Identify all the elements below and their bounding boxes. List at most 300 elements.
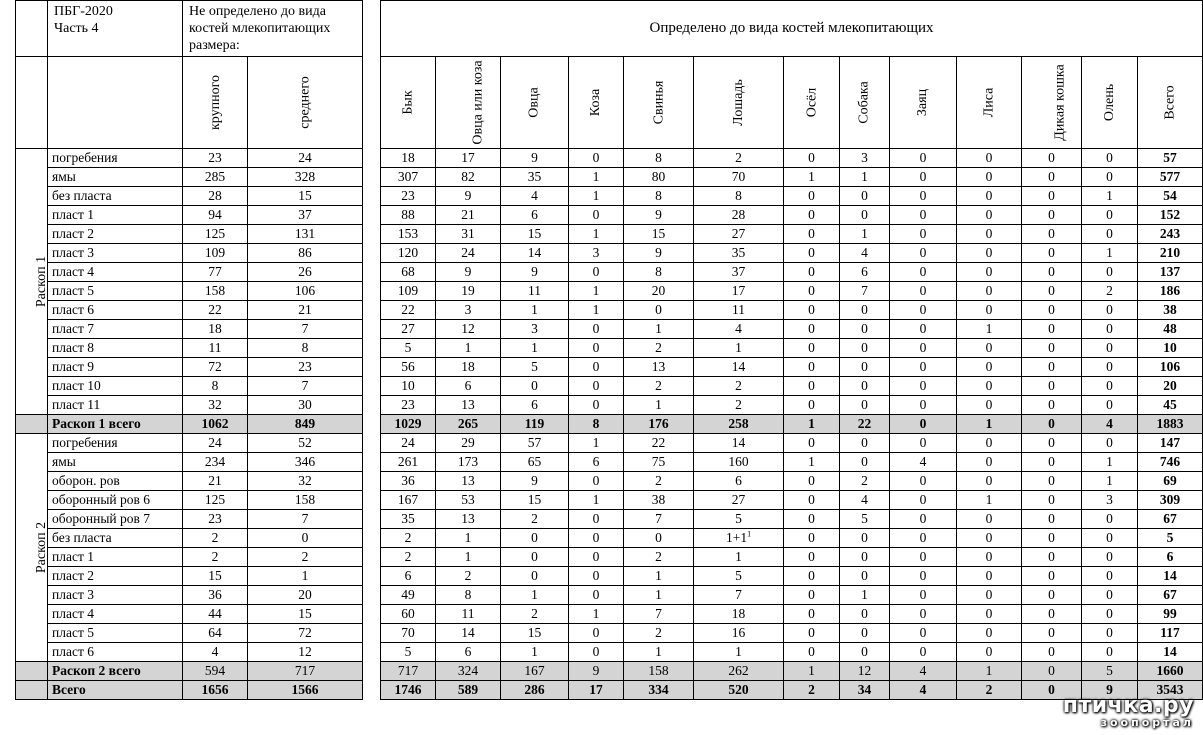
cell-value-text: 0: [985, 302, 993, 318]
cell-value: [1022, 149, 1082, 168]
table-row: [16, 301, 1203, 320]
cell-value-text: 0: [808, 264, 815, 280]
species-col-2-header: [501, 57, 569, 149]
table-row: [16, 453, 1203, 472]
cell-value-text: 1: [1106, 473, 1113, 489]
cell-value: [381, 244, 436, 263]
cell-value-text: 0: [808, 511, 815, 527]
cell-value-text: 2: [861, 473, 868, 489]
cell-value-text: 7: [861, 283, 868, 299]
cell-value-text: 2: [531, 511, 538, 527]
undetermined-header: Не определено до вида костей млекопитающих размера:: [183, 1, 363, 57]
row-label: пласт 3: [48, 244, 183, 263]
cell-value: [501, 282, 569, 301]
cell-value-text: 1: [1106, 188, 1113, 204]
cell-value: [1022, 168, 1082, 187]
cell-large: 4: [183, 643, 248, 662]
cell-value: [840, 320, 890, 339]
cell-value: [890, 662, 957, 681]
cell-value-text: 0: [1106, 625, 1113, 641]
cell-value: [957, 168, 1022, 187]
cell-value-text: 11: [528, 283, 542, 299]
cell-total: 5: [1138, 529, 1203, 548]
table-row: [16, 244, 1203, 263]
cell-value-text: 262: [728, 663, 749, 679]
cell-value: [624, 567, 694, 586]
cell-value: [784, 263, 840, 282]
cell-value-text: 0: [919, 397, 927, 413]
cell-value: [569, 358, 624, 377]
cell-value: [890, 301, 957, 320]
cell-value: [501, 396, 569, 415]
cell-value-text: 14: [731, 435, 746, 451]
cell-value: [1022, 263, 1082, 282]
row-label: пласт 5: [48, 624, 183, 643]
cell-value-text: 0: [1048, 264, 1055, 280]
cell-value-text: 0: [1048, 530, 1055, 546]
gap-cell: [363, 491, 381, 510]
cell-value-text: 18: [401, 150, 415, 166]
cell-value-text: 0: [808, 644, 815, 660]
cell-value-text: 8: [655, 188, 662, 204]
cell-medium: 2: [248, 548, 363, 567]
cell-value: [957, 662, 1022, 681]
cell-value-text: 0: [985, 587, 993, 603]
cell-value-text: 23: [401, 397, 415, 413]
cell-value-text: 12: [857, 663, 872, 679]
species-col-2-label: Овца: [527, 87, 543, 118]
cell-value: [436, 263, 501, 282]
cell-value: [784, 225, 840, 244]
cell-value-text: 0: [1048, 245, 1055, 261]
cell-value: [840, 377, 890, 396]
cell-total: 20: [1138, 377, 1203, 396]
cell-value: [381, 472, 436, 491]
cell-large: 22: [183, 301, 248, 320]
cell-value-text: 2: [1106, 283, 1113, 299]
cell-value: [501, 529, 569, 548]
cell-total: 137: [1138, 263, 1203, 282]
cell-value: [1022, 339, 1082, 358]
cell-value-text: 167: [397, 492, 419, 508]
cell-value-text: 0: [861, 397, 868, 413]
cell-value: [840, 529, 890, 548]
cell-value-text: 1: [985, 416, 993, 432]
cell-value-text: 2: [464, 568, 472, 584]
table-row: [16, 320, 1203, 339]
cell-value: [501, 510, 569, 529]
cell-value: [694, 358, 784, 377]
cell-value: [890, 605, 957, 624]
cell-medium: 717: [248, 662, 363, 681]
cell-value: [501, 377, 569, 396]
cell-total: 14: [1138, 567, 1203, 586]
cell-value: [436, 244, 501, 263]
size-col-0-label: крупного: [207, 75, 223, 130]
cell-value: [624, 282, 694, 301]
cell-value: [694, 491, 784, 510]
cell-value: [957, 225, 1022, 244]
species-col-6-header: [784, 57, 840, 149]
cell-value: [840, 263, 890, 282]
cell-medium: 30: [248, 396, 363, 415]
species-col-3-label: Коза: [588, 88, 604, 117]
gap-cell: [363, 567, 381, 586]
cell-value: [1022, 510, 1082, 529]
cell-large: 36: [183, 586, 248, 605]
cell-value: [784, 396, 840, 415]
cell-medium: 37: [248, 206, 363, 225]
cell-value: [957, 206, 1022, 225]
cell-value-text: 0: [861, 644, 868, 660]
cell-value-text: 0: [985, 473, 993, 489]
cell-value: [890, 168, 957, 187]
cell-value-text: 1: [531, 644, 538, 660]
cell-large: 1062: [183, 415, 248, 434]
cell-value: [957, 358, 1022, 377]
cell-value: [784, 662, 840, 681]
cell-value: [569, 339, 624, 358]
cell-value: [957, 453, 1022, 472]
cell-value: [501, 548, 569, 567]
cell-value: [436, 434, 501, 453]
cell-value-text: 8: [655, 264, 662, 280]
cell-total: 1883: [1138, 415, 1203, 434]
cell-value: [624, 168, 694, 187]
cell-value: [501, 472, 569, 491]
cell-value: [694, 244, 784, 263]
cell-total: 99: [1138, 605, 1203, 624]
cell-value: [624, 339, 694, 358]
cell-value-text: 0: [808, 340, 815, 356]
cell-value: [1022, 643, 1082, 662]
group-label-cell: [16, 149, 48, 415]
cell-value: [501, 244, 569, 263]
cell-value-text: 70: [731, 169, 746, 185]
cell-value: [501, 301, 569, 320]
gap-cell: [363, 168, 381, 187]
cell-value: [624, 301, 694, 320]
cell-value-text: 0: [1106, 207, 1113, 223]
size-col-1-header: [248, 57, 363, 149]
cell-value: [624, 643, 694, 662]
cell-value: [694, 396, 784, 415]
cell-value: [436, 643, 501, 662]
cell-total: 243: [1138, 225, 1203, 244]
cell-value-text: 17: [589, 682, 603, 698]
cell-value-text: 4: [861, 492, 868, 508]
gap-cell: [363, 643, 381, 662]
cell-value: [1082, 643, 1138, 662]
cell-value-text: 0: [1048, 321, 1055, 337]
cell-value-text: 2: [735, 150, 742, 166]
cell-value-text: 5: [404, 644, 412, 660]
cell-value: [569, 605, 624, 624]
cell-value: [840, 415, 890, 434]
cell-value: [1082, 377, 1138, 396]
cell-value: [436, 491, 501, 510]
cell-medium: 32: [248, 472, 363, 491]
cell-value: [784, 301, 840, 320]
cell-value-text: 0: [808, 321, 815, 337]
cell-value-text: 5: [735, 568, 742, 584]
cell-total: 1660: [1138, 662, 1203, 681]
cell-value: [957, 320, 1022, 339]
cell-large: 21: [183, 472, 248, 491]
cell-value-text: 35: [527, 169, 542, 185]
cell-value: [501, 206, 569, 225]
cell-value: [957, 149, 1022, 168]
cell-value-text: 36: [401, 473, 415, 489]
cell-value: [436, 396, 501, 415]
cell-value: [957, 605, 1022, 624]
cell-value: [1082, 453, 1138, 472]
cell-value-text: 0: [1048, 169, 1055, 185]
cell-value-text: 0: [985, 435, 993, 451]
cell-value: [957, 377, 1022, 396]
table-row: [16, 586, 1203, 605]
cell-value-text: 0: [1106, 435, 1113, 451]
cell-value-text: 22: [401, 302, 415, 318]
cell-value-text: 0: [985, 169, 993, 185]
row-label: пласт 3: [48, 586, 183, 605]
cell-value-text: 589: [457, 682, 479, 698]
table-caption: [48, 1, 183, 57]
cell-value: [957, 681, 1022, 700]
cell-total: 186: [1138, 282, 1203, 301]
cell-value-text: 9: [531, 264, 538, 280]
cell-value: [436, 681, 501, 700]
cell-value-text: 0: [1106, 587, 1113, 603]
cell-value-text: 27: [731, 492, 746, 508]
cell-value: [694, 605, 784, 624]
cell-value-text: 0: [919, 302, 927, 318]
cell-value-text: 0: [861, 340, 868, 356]
cell-value: [890, 377, 957, 396]
cell-value: [784, 149, 840, 168]
cell-total: 57: [1138, 149, 1203, 168]
cell-value: [624, 529, 694, 548]
footnote-mark: 1: [747, 529, 752, 539]
cell-value-text: 0: [531, 568, 538, 584]
cell-value: [569, 586, 624, 605]
cell-value: [436, 187, 501, 206]
cell-value-text: 0: [808, 435, 815, 451]
cell-value-text: 0: [1048, 663, 1055, 679]
cell-medium: 15: [248, 605, 363, 624]
cell-value-text: 0: [1048, 625, 1055, 641]
cell-value-text: 4: [1106, 416, 1113, 432]
cell-value-text: 0: [919, 226, 927, 242]
cell-medium: 52: [248, 434, 363, 453]
cell-value-text: 15: [527, 226, 542, 242]
cell-value: [1082, 662, 1138, 681]
cell-value: [624, 149, 694, 168]
cell-value: [957, 263, 1022, 282]
cell-value-text: 9: [531, 150, 538, 166]
cell-medium: 21: [248, 301, 363, 320]
cell-medium: 849: [248, 415, 363, 434]
cell-medium: 8: [248, 339, 363, 358]
cell-value-text: 0: [655, 530, 662, 546]
cell-total: 3543: [1138, 681, 1203, 700]
gap-cell: [363, 282, 381, 301]
cell-value: [501, 643, 569, 662]
cell-value-text: 0: [861, 359, 868, 375]
cell-total: 147: [1138, 434, 1203, 453]
cell-value: [436, 529, 501, 548]
row-label: оборон. ров: [48, 472, 183, 491]
cell-value: [694, 320, 784, 339]
cell-value: [784, 624, 840, 643]
cell-value: [624, 548, 694, 567]
cell-value-text: 14: [527, 245, 542, 261]
row-label: пласт 6: [48, 301, 183, 320]
cell-value-text: 8: [592, 416, 600, 432]
cell-large: 8: [183, 377, 248, 396]
cell-value-text: 0: [1048, 682, 1055, 698]
cell-value-text: 0: [592, 625, 600, 641]
cell-value-text: 0: [919, 435, 927, 451]
cell-value: [624, 358, 694, 377]
cell-value: [840, 567, 890, 586]
cell-value: [1082, 301, 1138, 320]
gap-cell: [363, 358, 381, 377]
cell-value-text: 717: [397, 663, 419, 679]
cell-value-text: 1: [464, 549, 472, 565]
cell-value-text: 0: [985, 606, 993, 622]
cell-value: [784, 282, 840, 301]
cell-value: [890, 187, 957, 206]
cell-large: 94: [183, 206, 248, 225]
cell-value: [784, 377, 840, 396]
cell-value-text: 15: [651, 226, 666, 242]
cell-value: [436, 567, 501, 586]
cell-large: 18: [183, 320, 248, 339]
cell-value: [890, 282, 957, 301]
cell-value-text: 0: [592, 549, 600, 565]
row-label: без пласта: [48, 529, 183, 548]
cell-value: [501, 358, 569, 377]
cell-value: [1082, 263, 1138, 282]
cell-value-text: 0: [919, 321, 927, 337]
cell-value-text: 0: [861, 321, 868, 337]
cell-value: [890, 206, 957, 225]
cell-value-text: 15: [527, 492, 542, 508]
corner-blank: [16, 57, 48, 149]
cell-value-text: 20: [651, 283, 666, 299]
table-row: [16, 529, 1203, 548]
cell-value-text: 0: [592, 568, 600, 584]
cell-value: [624, 396, 694, 415]
cell-value-text: 7: [655, 511, 662, 527]
cell-value-text: 0: [1106, 530, 1113, 546]
cell-value: [569, 491, 624, 510]
cell-value-text: 65: [527, 454, 542, 470]
table-row: [16, 605, 1203, 624]
gap-cell: [363, 548, 381, 567]
cell-value-text: 0: [808, 530, 815, 546]
cell-value-text: 1+1: [725, 530, 748, 546]
cell-value-text: 0: [985, 549, 993, 565]
cell-value: [890, 567, 957, 586]
cell-value: [1022, 320, 1082, 339]
cell-value: [569, 662, 624, 681]
cell-value-text: 1: [735, 549, 742, 565]
gap-cell: [363, 415, 381, 434]
cell-value: [694, 643, 784, 662]
cell-value: [436, 510, 501, 529]
row-label: пласт 6: [48, 643, 183, 662]
cell-value-text: 7: [735, 587, 742, 603]
cell-value-text: 6: [531, 207, 538, 223]
cell-value: [784, 567, 840, 586]
cell-value-text: 0: [592, 644, 600, 660]
cell-large: 234: [183, 453, 248, 472]
cell-value: [381, 320, 436, 339]
cell-value-text: 0: [808, 188, 815, 204]
cell-value-text: 0: [919, 568, 927, 584]
cell-total: 67: [1138, 510, 1203, 529]
cell-value: [1022, 662, 1082, 681]
cell-value: [890, 415, 957, 434]
cell-value: [957, 282, 1022, 301]
cell-value: [624, 187, 694, 206]
cell-value: [569, 244, 624, 263]
table-row: [16, 225, 1203, 244]
cell-value: [501, 624, 569, 643]
cell-value: [840, 491, 890, 510]
cell-value: [624, 377, 694, 396]
cell-value: [1022, 396, 1082, 415]
cell-value-text: 35: [401, 511, 415, 527]
cell-value-text: 1: [861, 587, 868, 603]
cell-value-text: 0: [1048, 340, 1055, 356]
cell-value: [694, 377, 784, 396]
cell-value-text: 2: [655, 549, 662, 565]
cell-value-text: 0: [1048, 378, 1055, 394]
cell-value: [624, 624, 694, 643]
cell-value: [436, 282, 501, 301]
cell-value: [890, 643, 957, 662]
cell-value: [1022, 434, 1082, 453]
cell-value: [436, 149, 501, 168]
cell-value-text: 13: [461, 473, 475, 489]
cell-value: [890, 320, 957, 339]
cell-value-text: 0: [1106, 568, 1113, 584]
cell-value-text: 0: [861, 625, 868, 641]
species-col-3-header: [569, 57, 624, 149]
cell-value-text: 0: [919, 644, 927, 660]
cell-value-text: 0: [808, 226, 815, 242]
cell-value: [381, 491, 436, 510]
cell-value: [381, 339, 436, 358]
cell-value: [1082, 605, 1138, 624]
cell-value-text: 0: [1106, 606, 1113, 622]
cell-value: [784, 339, 840, 358]
table-row: [16, 510, 1203, 529]
cell-value: [569, 168, 624, 187]
cell-value: [501, 187, 569, 206]
cell-value-text: 0: [808, 397, 815, 413]
cell-value: [840, 605, 890, 624]
cell-value: [957, 301, 1022, 320]
cell-value-text: 0: [808, 207, 815, 223]
cell-value: [1082, 168, 1138, 187]
cell-value-text: 2: [404, 549, 412, 565]
group-total-blank: [16, 662, 48, 681]
cell-value: [1082, 415, 1138, 434]
